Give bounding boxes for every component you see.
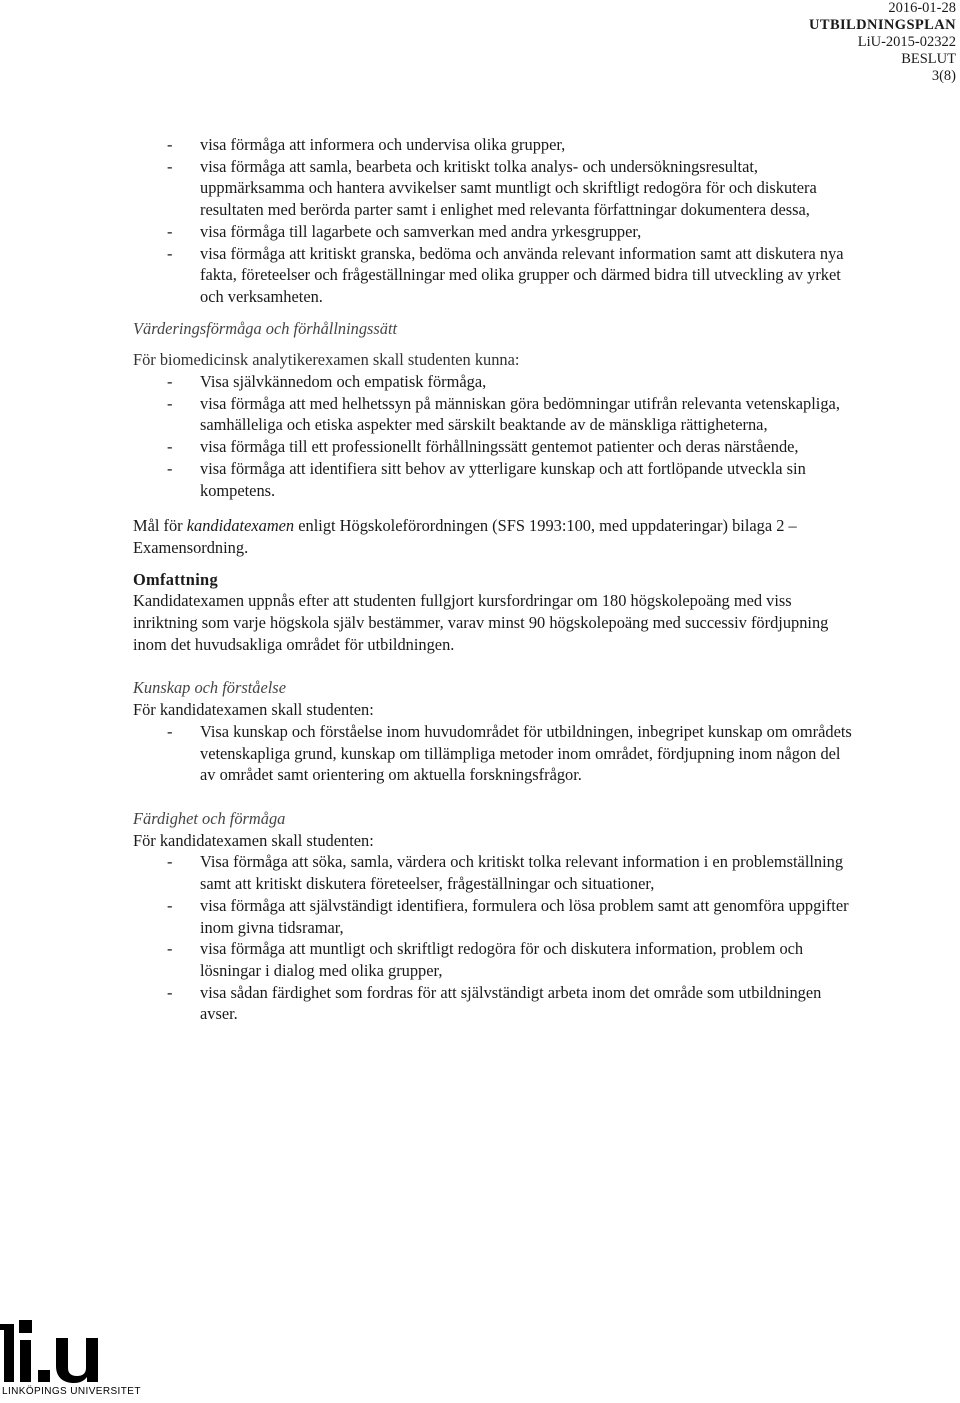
skills-list [133, 851, 853, 1025]
header-reference: LiU-2015-02322 [857, 34, 956, 50]
list-item: - visa förmåga att informera och undervisa olika grupper, [133, 134, 853, 156]
knowledge-heading: Kunskap och förståelse [133, 678, 286, 698]
values-list [133, 371, 853, 501]
list-item: - visa förmåga att självständigt identifiera, formulera och lösa problem samt att genomföra uppgifter inom givna tidsramar, [133, 895, 853, 938]
values-intro: För biomedicinsk analytikerexamen skall studenten kunna: [133, 350, 520, 370]
list-item: - visa förmåga att muntligt och skriftligt redogöra för och diskutera information, problem och lösningar i dialog med olika grupper, [133, 938, 853, 981]
skills-intro: För kandidatexamen skall studenten: [133, 830, 374, 850]
header-page-number: 3(8) [931, 68, 956, 84]
document-body [133, 134, 853, 1025]
knowledge-intro: För kandidatexamen skall studenten: [133, 700, 374, 720]
header-title: UTBILDNINGSPLAN [809, 17, 956, 33]
goals-degree: kandidatexamen [186, 516, 295, 536]
values-heading: Värderingsförmåga och förhållningssätt [133, 318, 398, 338]
list-item: - visa förmåga att identifiera sitt behov av ytterligare kunskap och att fortlöpande utveckla sin kompetens. [133, 458, 853, 501]
list-item: - Visa självkännedom och empatisk förmåga, [133, 371, 853, 393]
list-item: - visa förmåga till ett professionellt förhållningssätt gentemot patienter och deras närstående, [133, 436, 853, 458]
scope-heading: Omfattning [133, 569, 218, 589]
goals-prefix: Mål för [133, 516, 187, 536]
top-list [133, 134, 853, 308]
list-item: - visa förmåga att kritiskt granska, bedöma och använda relevant information samt att diskutera nya fakta, företeelser och frågeställningar med olika grupper och därmed bidra till utveckling av yrket och verksamheten. [133, 243, 853, 308]
scope-text: Kandidatexamen uppnås efter att studenten fullgjort kursfordringar om 180 högskolepoäng med viss inriktning som varje högskola själv bestämmer, varav minst 90 högskolepoäng med successiv fördjupning inom det huvudsakliga området för utbildningen. [133, 591, 829, 654]
knowledge-list [133, 721, 853, 786]
list-item: - visa förmåga att med helhetssyn på människan göra bedömningar utifrån relevanta vetenskapliga, samhälleliga och etiska aspekter med särskilt beaktande av de mänskliga rättigheterna, [133, 393, 853, 436]
logo-caption: LINKÖPINGS UNIVERSITET [2, 1386, 141, 1397]
skills-heading: Färdighet och förmåga [133, 808, 286, 828]
goals-paragraph [133, 515, 853, 558]
list-item: - Visa förmåga att söka, samla, värdera och kritiskt tolka relevant information i en problemställning samt att kritiskt diskutera företeelser, frågeställningar och situationer, [133, 851, 853, 894]
document-header [809, 0, 956, 85]
header-date: 2016-01-28 [888, 0, 956, 16]
goals-suffix: enligt Högskoleförordningen (SFS 1993:100, med uppdateringar) bilaga 2 – Examensordning. [133, 516, 797, 557]
list-item: - Visa kunskap och förståelse inom huvudområdet för utbildningen, inbegripet kunskap om områdets vetenskapliga grund, kunskap om tillämpliga metoder inom området, fördjupning inom någon del av området samt orientering om aktuella forskningsfrågor. [133, 721, 853, 786]
header-status: BESLUT [901, 51, 956, 67]
list-item: - visa förmåga till lagarbete och samverkan med andra yrkesgrupper, [133, 221, 853, 243]
list-item: - visa sådan färdighet som fordras för att självständigt arbeta inom det område som utbildningen avser. [133, 982, 853, 1025]
list-item: - visa förmåga att samla, bearbeta och kritiskt tolka analys- och undersökningsresultat, uppmärksamma och hantera avvikelser samt muntligt och skriftligt redogöra för och diskutera resultaten med berörda parter samt i enlighet med relevanta författningar dokumentera dessa, [133, 156, 853, 221]
